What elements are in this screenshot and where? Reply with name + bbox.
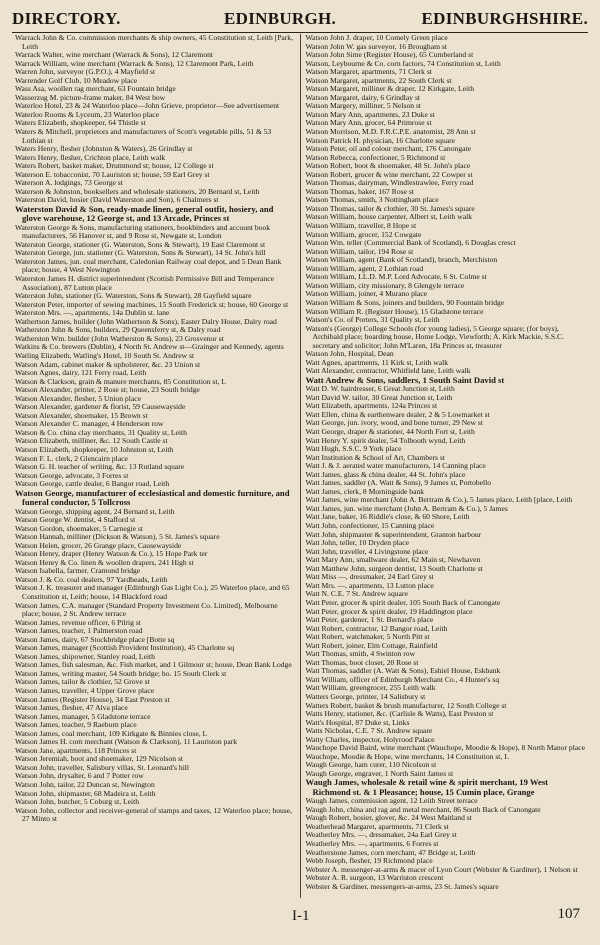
directory-entry: Watson William, traveller, 8 Hope st (305, 221, 417, 231)
directory-entry: Watson John W. gas surveyor, 16 Brougham st (305, 41, 447, 51)
directory-entry: Warren John, surveyor (G.P.O.), 4 Mayfield st (15, 67, 156, 77)
directory-entry: Watt Thomas, boot closer, 20 Rose st (305, 657, 419, 667)
directory-entry: Watson Henry & Co. linen & woollen drapers, 241 High st (15, 557, 194, 567)
directory-entry: Watson J. K. treasurer and manager (Edinburgh Gas Light Co.), 25 Waterloo place, and 65 Constitution st, Leith; house, 14 Blackford road (15, 583, 290, 601)
directory-entry: Watson John, traveller, Salisbury villas, St. Leonard's hill (15, 762, 190, 772)
directory-entry: Watson James, manager, 5 Gladstone terrace (15, 711, 151, 721)
directory-entry: Watt George, jun. ivory, wood, and bone turner, 29 New st (305, 418, 483, 428)
directory-entry: Watt Elizabeth, apartments, 124a Princes st (305, 401, 438, 411)
directory-entry: Watson Margery, milliner, 5 Nelson st (305, 101, 422, 111)
directory-entry: Watt John, confectioner, 15 Canning place (305, 521, 435, 531)
header-center-title: EDINBURGH. (224, 9, 337, 28)
directory-entry: Waterston George & Sons, manufacturing stationers, bookbinders and account book manufacturers, 56 Hanover st, and 9 Rose st, Newgate st, London (15, 222, 271, 241)
directory-entry: Watson James, writing master, 54 South bridge; ho. 15 South Clerk st (15, 668, 227, 678)
directory-entry: Watson William, grocer, 152 Cowgate (305, 229, 422, 239)
directory-entry: Watt Matthew John, surgeon dentist, 13 South Charlotte st (305, 563, 483, 573)
directory-entry: Watson James, teacher, 1 Palmerston road (15, 626, 143, 636)
directory-entry: Warrender Golf Club, 10 Meadow place (15, 75, 138, 85)
directory-entry: Waterston David, hosier (David Waterston and Son), 6 Chalmers st (15, 195, 219, 205)
directory-entry: Waterston James H. district superintendent (Scottish Permissive Bill and Temperance Association), 87 Lutton place (15, 274, 274, 292)
directory-entry: Watson James, teacher, 9 Raeburn place (15, 720, 137, 730)
directory-entry: Warrack William, wine merchant (Warrack & Sons), 12 Claremont Park, Leith (15, 58, 254, 68)
directory-entry: Waugh John, china and rag and metal merchant, 86 South Back of Canongate (305, 804, 541, 814)
header-right-title: EDINBURGHSHIRE. (421, 9, 588, 28)
directory-entry: Watt Robert, joiner, Elm Cottage, Rainfield (305, 640, 438, 650)
directory-entry: Watson George, manufacturer of ecclesiastical and domestic furniture, and funeral conductor, 5 Tollcross (15, 487, 290, 508)
directory-entry: Watt Hugh, S.S.C. 9 York place (305, 444, 402, 454)
directory-entry: Waterston James, jun. coal merchant, Caledonian Railway coal depot, and 5 Dean Bank place; house, 4 West Newington (15, 256, 282, 275)
directory-entry: Watt Thomas, saddler (A. Watt & Sons), Eshiel House, Eskbank (305, 666, 501, 676)
directory-entry: Watt Robert, watchmaker, 5 North Pitt st (305, 632, 430, 642)
directory-entry: Watts Henry, stationer, &c. (Carlisle & Watts), East Preston st (305, 709, 494, 719)
directory-entry: Watt David W. tailor, 30 Great Junction st, Leith (305, 392, 453, 402)
directory-entry: Watson George, advocate, 3 Forres st (15, 470, 129, 480)
directory-entry: Watson Robert, boot & shoemaker, 48 St. John's place (305, 161, 471, 171)
directory-entry: Watson John, drysalter, 6 and 7 Potter row (15, 771, 144, 781)
left-column (12, 34, 301, 898)
directory-entry: Watt Mary Ann, smallware dealer, 62 Main st, Newhaven (305, 555, 481, 565)
directory-entry: Watherston Wm. builder (John Watherston & Sons), 23 Grosvenor st (15, 333, 224, 343)
directory-entry: Waterson A. lodgings, 73 George st (15, 178, 123, 188)
directory-entry: Watson George W. dentist, 4 Stafford st (15, 515, 136, 525)
directory-entry: Watt Miss —, dressmaker, 24 Earl Grey st (305, 572, 434, 582)
directory-entry: Watson Jeremiah, boot and shoemaker, 129 Nicolson st (15, 754, 184, 764)
directory-entry: Watson William, agent (Bank of Scotland), branch, Merchiston (305, 255, 498, 265)
directory-entry: Watson John, tailor, 22 Duncan st, Newington (15, 780, 155, 790)
directory-entry: Watson William R. (Register House), 15 Gladstone terrace (305, 306, 484, 316)
directory-entry: Watt Peter, grocer & spirit dealer, 19 Haddington place (305, 606, 473, 616)
directory-entry: Watt William, greengrocer, 255 Leith walk (305, 683, 436, 693)
directory-entry: Watt D. W. hairdresser, 6 Great Junction st, Leith (305, 384, 455, 394)
directory-entry: Watson Jane, apartments, 118 Princes st (15, 745, 137, 755)
directory-entry: Watson James, manager (Scottish Provident Institution), 45 Charlotte sq (15, 643, 235, 653)
directory-entry: Waugh Robert, hosier, glover, &c. 24 West Maitland st (305, 813, 472, 823)
directory-entry: Watson James, dairy, 67 Stockbridge place [Botte sq (15, 634, 175, 644)
directory-entry: Watson Thomas, smith, 3 Nottingham place (305, 195, 439, 205)
directory-entry: Waters Elizabeth, shopkeeper, 64 Thistle st (15, 118, 146, 128)
directory-entry: Watt Robert, contractor, 12 Bangor road, Leith (305, 623, 448, 633)
page-header (12, 8, 588, 33)
directory-entry: Watson James, fish salesman, &c. Fish market, and 1 Gilmour st; house, Dean Bank Lodge (15, 660, 292, 670)
directory-entry: Watson Elizabeth, milliner, &c. 12 South Castle st (15, 436, 168, 446)
directory-entry: Watson Henry, draper (Henry Watson & Co.), 15 Hope Park ter (15, 549, 208, 559)
directory-entry: Watson Agnes, dairy, 121 Ferry road, Leith (15, 368, 147, 378)
directory-entry: Wasserzug M. picture-frame maker, 84 West bow (15, 92, 166, 102)
directory-entry: Watson John J. draper, 10 Comely Green place (305, 34, 448, 42)
directory-entry: Watt Andrew & Sons, saddlers, 1 South Saint David st (305, 374, 505, 385)
directory-entry: Warrack Walter, wine merchant (Warrack & Sons), 12 Claremont (15, 50, 214, 60)
directory-entry: Watson Wm. teller (Commercial Bank of Scotland), 6 Douglas cresct (305, 238, 516, 248)
directory-entry: Watson's Co. of Porters, 31 Quality st, Leith (305, 315, 440, 325)
directory-entry: Webster A. messenger-at-arms & macer of Lyon Court (Webster & Gardiner), 1 Nelson st (305, 864, 578, 874)
right-column (301, 34, 589, 898)
directory-entry: Watt's Hospital, 87 Duke st, Links (305, 717, 410, 727)
directory-entry: Watson F. L. clerk, 2 Glencairn place (15, 453, 128, 463)
directory-entry: Watson Alexander, flesher, 5 Union place (15, 393, 141, 403)
directory-entry: Watson Rebecca, confectioner, 5 Richmond st (305, 152, 446, 162)
directory-entry: Watson William & Sons, joiners and builders, 90 Fountain bridge (305, 297, 505, 307)
directory-entry: Watson James, traveller, 4 Upper Grove place (15, 686, 155, 695)
directory-entry: Wass Asa, woollen rag merchant, 63 Fountain bridge (15, 84, 176, 94)
directory-entry: Watson Peter, oil and colour merchant, 176 Canongate (305, 144, 471, 154)
directory-entry: Watt James, jun. wine merchant (John A. Bertram & Co.), 5 James (305, 503, 508, 513)
directory-entry: Watt Alexander, contractor, Whitfield lane, Leith walk (305, 366, 471, 376)
directory-entry: Watson Alexander, shoemaker, 15 Brown st (15, 410, 148, 420)
directory-entry: Waters Henry, flesher (Johnston & Waters), 26 Grindlay st (15, 144, 193, 154)
directory-entry: Watson George, shipping agent, 24 Bernard st, Leith (15, 506, 175, 516)
directory-entry: Watt James, clerk, 8 Morningside bank (305, 486, 425, 496)
directory-entry: Waterston Mrs. —, apartments, 14a Dublin st. lane (15, 308, 170, 318)
header-left-title: DIRECTORY. (12, 9, 121, 28)
directory-entry: Waterston David & Son, ready-made linen, general outfit, hosiery, and glove warehouse, 12 George st, and 13 Arcade, Princes st (15, 203, 274, 224)
directory-entry: Waterloo Rooms & Lyceum, 23 Waterloo place (15, 109, 159, 119)
directory-entry: Watson Alexander, printer, 2 Rose st; house, 23 South bridge (15, 385, 200, 395)
directory-entry: Watson James, flesher, 47 Alva place (15, 703, 128, 713)
directory-entry: Watson Adam, cabinet maker & upholsterer, &c. 23 Union st (15, 359, 201, 369)
directory-entry: Watson William, LL.D. M.P. Lord Advocate, 6 St. Colme st (305, 272, 487, 282)
directory-entry: Watson Morrison, M.D. F.R.C.P.E. anatomist, 28 Ann st (305, 127, 476, 137)
directory-entry: Watson William, house carpenter, Albert st, Leith walk (305, 212, 473, 222)
directory-entry: Watt Henry Y. spirit dealer, 54 Tolbooth wynd, Leith (305, 435, 466, 445)
directory-entry: Waugh George, ham curer, 110 Nicolson st (305, 760, 437, 770)
signature-mark: I-1 (292, 908, 310, 924)
directory-entry: Weatherhead Margaret, apartments, 71 Clerk st (305, 821, 449, 831)
directory-entry: Watson William, city missionary, 8 Glengyle terrace (305, 280, 465, 290)
directory-entry: Waterston George, stationer (G. Waterston, Sons & Stewart), 19 East Claremont st (15, 239, 266, 249)
directory-entry: Watson Mary Ann, grocer, 64 Primrose st (305, 118, 432, 128)
directory-entry: Watson James, coal merchant, 109 Kirkgate & Binnies close, L (15, 728, 208, 738)
directory-entry: Weatherley Mrs. —, dressmaker, 24a Earl Grey st (305, 830, 457, 840)
directory-entry: Watt J. & J. aerated water manufacturers, 14 Canning place (305, 461, 486, 471)
directory-entry: Watt Peter, gardener, 1 St. Bernard's place (305, 615, 434, 625)
directory-entry: Watson's (George) College Schools (for young ladies), 5 George square; (for boys), Archibald place; boarding house, Home Lodge, Viewforth; A. Kirk Mackie, S.S.C. secretary and solicitor; John M'Laren, 18a Princes st, treasurer (305, 323, 564, 350)
directory-entry: Watson & Clarkson, grain & manure merchants, 85 Constitution st, L (15, 376, 226, 386)
directory-entry: Webster A. R. surgeon, 13 Warriston crescent (305, 873, 444, 883)
directory-entry: Watson John Sime (Register House), 65 Cumberland st (305, 50, 474, 60)
directory-entry: Waterson & Johnston, booksellers and wholesale stationers, 20 Bernard st, Leith (15, 186, 260, 196)
directory-entry: Waterloo Hotel, 23 & 24 Waterloo place—John Grieve, proprietor—See advertisement (15, 101, 280, 111)
directory-entry: Watson James, revenue officer, 6 Pilrig st (15, 617, 141, 627)
directory-entry: Watt Mrs. —, apartments, 13 Lutton place (305, 580, 434, 590)
directory-entry: Webb Joseph, flesher, 19 Richmond place (305, 856, 433, 866)
directory-entry: Watson John, shipmaster, 68 Madeira st, Leith (15, 788, 156, 798)
directory-entry: Watts Nicholas, C.E. 7 St. Andrew square (305, 726, 433, 736)
directory-entry: Watson William, joiner, 4 Murano place (305, 289, 428, 299)
directory-entry: Watson James H. corn merchant (Watson & Clarkson), 11 Lauriston park (15, 737, 238, 747)
directory-entry: Watson & Co. china clay merchants, 31 Quality st, Leith (15, 427, 187, 437)
directory-entry: Watson Thomas, baker, 167 Rose st (305, 186, 414, 196)
directory-entry: Waugh James, wholesale & retail wine & spirit merchant, 19 West Richmond st. & 1 Pleasance; house, 15 Cumin place, Grange (305, 777, 549, 797)
directory-entry: Watson Hannah, milliner (Dickson & Watson), 5 St. James's square (15, 532, 220, 542)
directory-entry: Waterston Peter, importer of sewing machines, 15 South Frederick st; house, 60 George st (15, 299, 289, 309)
directory-entry: Watt Peter, grocer & spirit dealer, 105 South Back of Canongate (305, 597, 501, 607)
directory-entry: Waters Henry, flesher, Crichton place, Leith walk (15, 152, 166, 162)
directory-entry: Watty Charles, inspector, Holyrood Palace (305, 734, 435, 744)
directory-entry: Watson Mary Ann, apartments, 23 Duke st (305, 109, 435, 119)
directory-entry: Webster & Gardiner, messengers-at-arms, 23 St. James's square (305, 881, 499, 891)
directory-entry: Watt Thomas, smith, 4 Swinton row (305, 649, 416, 659)
directory-entry: Watson James, shipowner, Stanley road, Leith (15, 651, 155, 661)
directory-entry: Waterson E. tobacconist, 70 Lauriston st; house, 59 Earl Grey st (15, 169, 210, 179)
directory-entry: Watson Gordon, shoemaker, 5 Carnegie st (15, 523, 143, 533)
directory-entry: Waters & Mitchell, proprietors and manufacturers of Scott's vegetable pills, 51 & 53 Lothian st (15, 127, 272, 145)
directory-entry: Waters Robert, basket maker, Drummond st; house, 12 College st (15, 161, 214, 171)
directory-entry: Watson John, Hospital, Dean (305, 349, 394, 359)
directory-entry: Watt James, saddler (A. Watt & Sons), 9 James st, Portobello (305, 478, 492, 488)
directory-entry: Watson Robert, grocer & wine merchant, 22 Cowper st (305, 169, 473, 179)
directory-entry: Watson Thomas, dairyman, Windlestrawlee, Ferry road (305, 178, 474, 188)
directory-entry: Watt George, draper & stationer, 44 North Fort st, Leith (305, 427, 475, 437)
directory-entry: Warrack John & Co. commission merchants & ship owners, 45 Constitution st, Leith [Park, Leith (15, 34, 294, 51)
directory-entry: Watkins & Co. brewers (Dublin), 4 North St. Andrew st—Grainger and Kennedy, agents (15, 342, 284, 352)
directory-entry: Watt James, wine merchant (John A. Bertram & Co.), 5 James place, Leith [place, Leith (305, 495, 573, 505)
directory-entry: Watt Agnes, apartments, 11 Kirk st, Leith walk (305, 357, 449, 367)
directory-entry: Waugh George, engraver, 1 North Saint James st (305, 768, 454, 778)
directory-entry: Weatherley Mrs. —, apartments, 6 Forres st (305, 838, 439, 848)
directory-entry: Watson G. H. teacher of writing, &c. 13 Rutland square (15, 462, 185, 472)
directory-entry: Watson Margaret, apartments, 22 South Clerk st (305, 75, 452, 85)
directory-entry: Waterston George, jun. stationer (G. Waterston, Sons & Stewart), 14 St. John's hill (15, 248, 266, 258)
directory-entry: Watson Isabella, farmer, Cramond bridge (15, 566, 141, 576)
directory-entry: Watson Alexander, gardener & florist, 59 Causewayside (15, 402, 186, 412)
directory-entry: Watson James, tailor & clothier, 52 Grove st (15, 677, 150, 687)
directory-entry: Watt John, teller, 10 Dryden place (305, 538, 409, 548)
directory-entry: Watson Margaret, dairy, 6 Grindlay st (305, 92, 421, 102)
directory-entry: Watson William, agent, 2 Lothian road (305, 263, 424, 273)
directory-entry: Watson Patrick H. physician, 16 Charlotte square (305, 135, 456, 145)
directory-entry: Watt Institution & School of Art, Chambers st (305, 452, 445, 462)
directory-entry: Watson Margaret, apartments, 71 Clerk st (305, 67, 432, 77)
directory-entry: Watson Margaret, milliner & draper, 12 Kirkgate, Leith (305, 84, 474, 94)
directory-entry: Weatherstone James, corn merchant, 47 Bridge st, Leith (305, 847, 476, 857)
directory-entry: Watson George, cattle dealer, 6 Bangor road, Leith (15, 479, 170, 489)
directory-entry: Watson Alexander C. manager, 4 Henderson row (15, 419, 164, 429)
directory-entry: Watt Jane, baker, 16 Riddle's close, & 60 Shore, Leith (305, 512, 470, 522)
directory-entry: Watt John, traveller, 4 Livingstone place (305, 546, 429, 556)
directory-entry: Watson James (Register House), 34 East Preston st (15, 694, 170, 704)
directory-columns (12, 34, 588, 898)
directory-entry: Wauchope, Moodie & Hope, wine merchants, 14 Constitution st, L (305, 751, 509, 761)
directory-entry: Waugh James, commission agent, 12 Leith Street terrace (305, 796, 478, 806)
directory-entry: Wauchope David Baird, wine merchant (Wauchope, Moodie & Hope), 8 North Manor place (305, 743, 585, 753)
directory-entry: Watson J. & Co. coal dealers, 97 Yardheads, Leith (15, 574, 168, 584)
directory-entry: Watling Elizabeth, Watling's Hotel, 10 South St. Andrew st (15, 350, 195, 360)
directory-entry: Watson John, collector and receiver-general of stamps and taxes, 12 Waterloo place; house, 27 Minto st (15, 805, 293, 824)
directory-entry: Watson Thomas, tailor & clothier, 30 St. James's square (305, 203, 475, 213)
directory-entry: Waterston John, stationer (G. Waterston, Sons & Stewart), 28 Gayfield square (15, 291, 252, 301)
page-footer (12, 904, 588, 934)
page-number: 107 (557, 906, 580, 922)
directory-entry: Watson, Leybourne & Co. corn factors, 74 Constitution st, Leith (305, 58, 501, 68)
directory-entry: Wathertson James, builder (John Wathertson & Sons), Easter Dalry House, Dalry road (15, 316, 277, 326)
directory-entry: Watson William, tailor, 194 Rose st (305, 246, 414, 256)
directory-entry: Watters Robert, basket & brush manufacturer, 12 South College st (305, 700, 507, 710)
directory-entry: Watt John, shipmaster & superintendent, Granton harbour (305, 529, 482, 539)
directory-entry: Watt William, officer of Edinburgh Merchant Co., 4 Hunter's sq (305, 674, 500, 684)
directory-entry: Watson John, butcher, 5 Coburg st, Leith (15, 797, 140, 807)
directory-entry: Watson Helen, grocer, 26 Grange place, Causewayside (15, 540, 182, 550)
directory-entry: Watt N. C.E. 7 St. Andrew square (305, 589, 408, 599)
directory-entry: Watt James, glass & china dealer, 44 St. John's place (305, 469, 466, 479)
directory-entry: Watt Ellen, china & earthenware dealer, 2 & 5 Lowmarket st (305, 409, 490, 419)
directory-entry: Watters George, printer, 14 Salisbury st (305, 691, 426, 701)
directory-entry: Watherston John & Sons, builders, 29 Queensferry st, & Dalry road (15, 325, 221, 335)
directory-entry: Watson Elizabeth, shopkeeper, 10 Johnston st, Leith (15, 444, 174, 454)
directory-entry: Watson James, C.A. manager (Standard Property Investment Co. Limited), Melbourne place; house, 2 St. Andrew terrace (15, 600, 278, 619)
